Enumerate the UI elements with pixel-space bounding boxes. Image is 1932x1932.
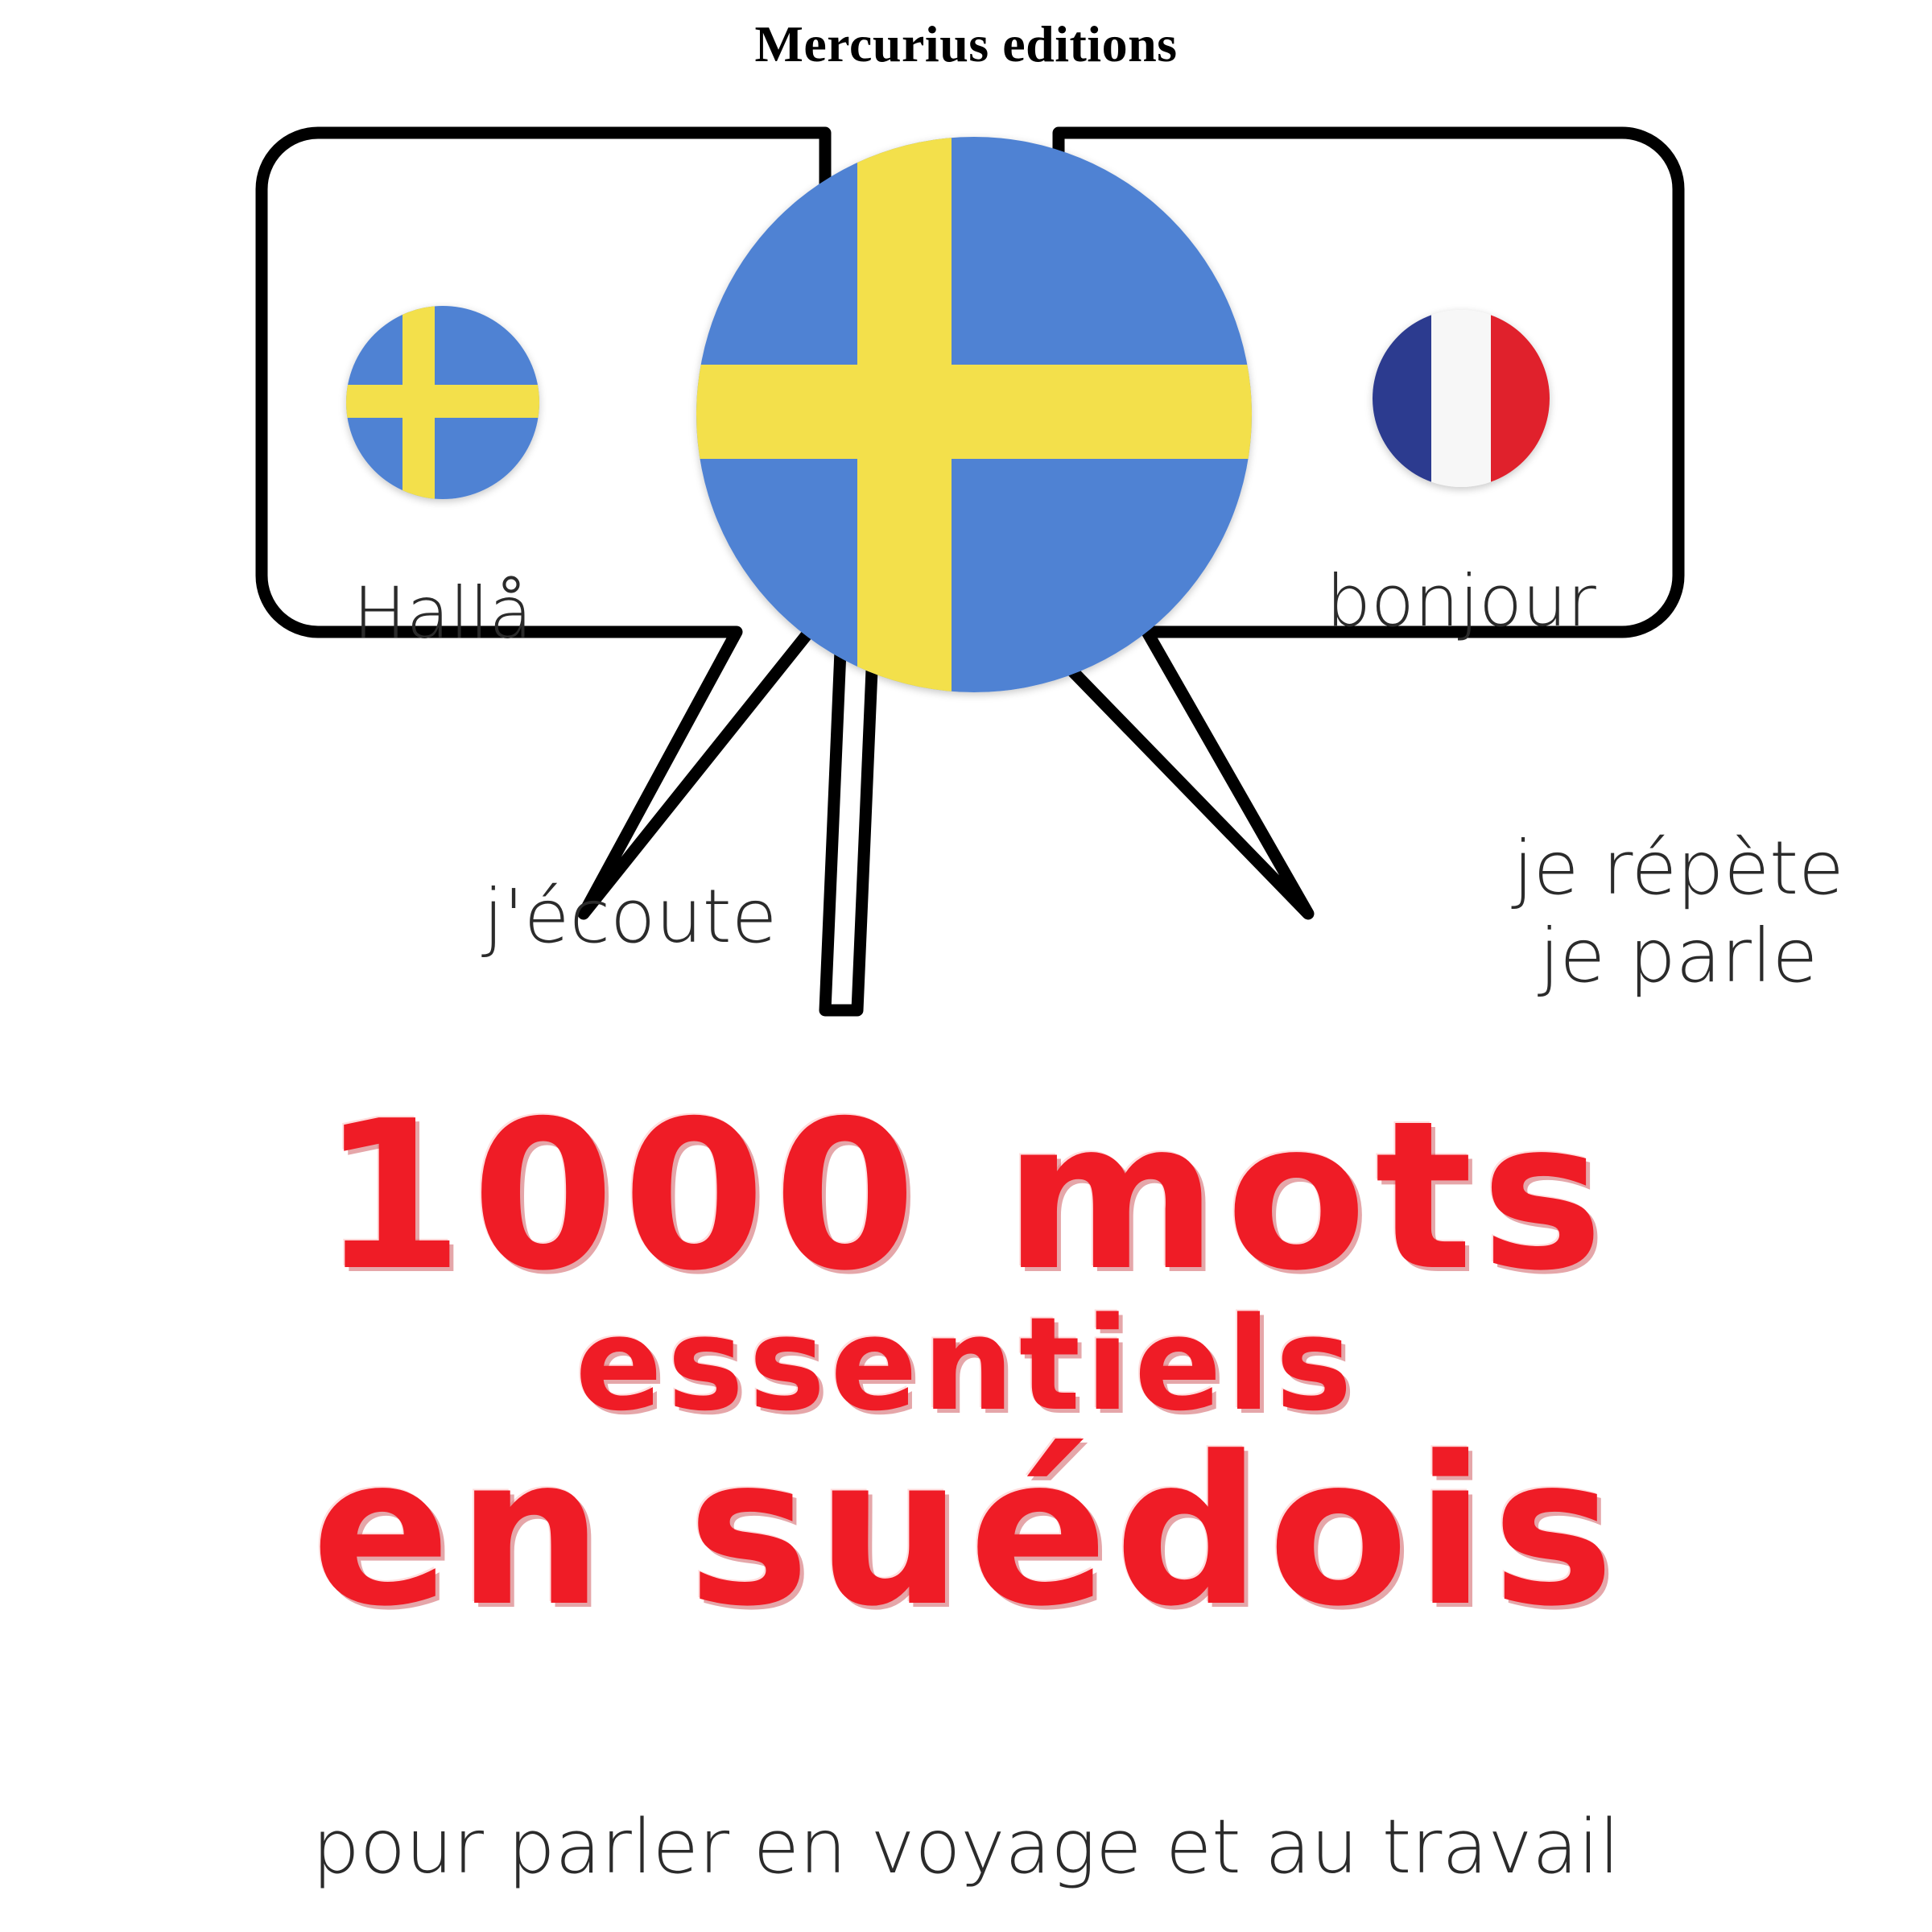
target-word: bonjour	[1326, 559, 1596, 642]
cover-title	[0, 1077, 1932, 1652]
title-line-3: en suédois	[311, 1412, 1621, 1652]
cover-subtitle: pour parler en voyage et au travail	[312, 1803, 1620, 1890]
swedish-flag-icon-large	[696, 137, 1252, 692]
title-line-1: 1000 mots	[320, 1077, 1612, 1316]
publisher-name: Mercurius editions	[754, 15, 1178, 72]
title-line-2: essentiels	[575, 1288, 1357, 1439]
speak-label: je parle	[1538, 912, 1818, 999]
swedish-flag-icon-small	[346, 306, 539, 499]
repeat-speak-label	[1461, 825, 1896, 1000]
repeat-label: je répète	[1513, 825, 1844, 911]
source-word: Hallå	[353, 572, 533, 654]
french-flag-icon	[1373, 310, 1550, 487]
listen-label: j'écoute	[483, 873, 778, 960]
speech-bubble	[205, 76, 1844, 1123]
